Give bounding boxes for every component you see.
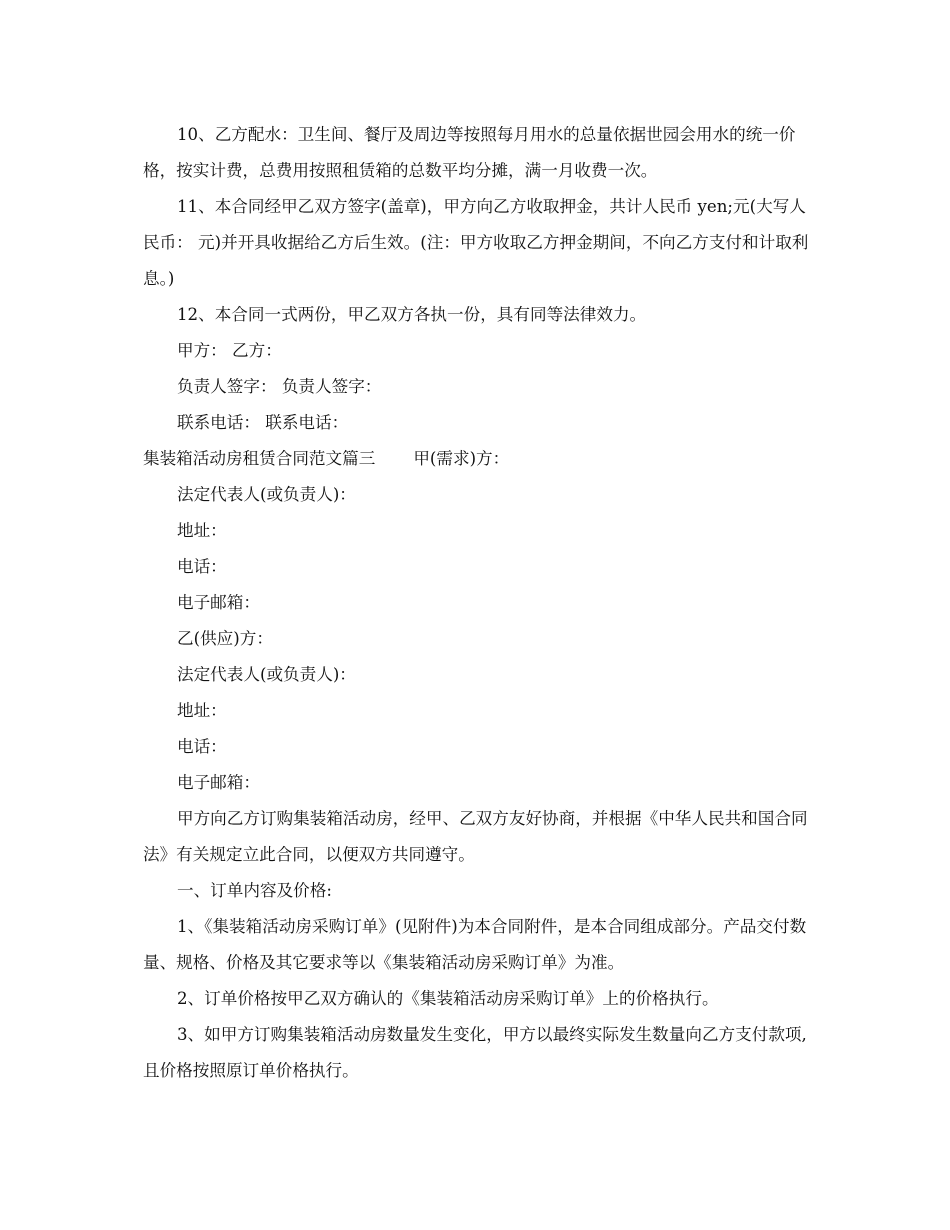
party-a-address: 地址： — [177, 521, 227, 540]
party-b-legal-rep: 法定代表人(或负责人)： — [177, 665, 356, 684]
paragraph-11-deposit: 11、本合同经甲乙双方签字(盖章)，甲方向乙方收取押金，共计人民币 yen;元(大写人民币： 元)并开具收据给乙方后生效。(注：甲方收取乙方押金期间，不向乙方支付和计取利息。) — [143, 197, 809, 288]
party-a-legal-rep: 法定代表人(或负责人)： — [177, 485, 356, 504]
section-one-heading: 一、订单内容及价格: — [177, 881, 332, 900]
preamble-paragraph: 甲方向乙方订购集装箱活动房，经甲、乙双方友好协商，并根据《中华人民共和国合同法》有关规定立此合同，以便双方共同遵守。 — [143, 809, 808, 864]
clause-1: 1、《集装箱活动房采购订单》(见附件)为本合同附件，是本合同组成部分。产品交付数量、规格、价格及其它要求等以《集装箱活动房采购订单》为准。 — [143, 917, 807, 972]
party-a-email: 电子邮箱： — [177, 593, 260, 612]
party-a-demand-label: 甲(需求)方： — [413, 449, 510, 468]
paragraph-12-copies: 12、本合同一式两份，甲乙双方各执一份，具有同等法律效力。 — [177, 305, 647, 324]
document-page — [143, 117, 811, 1089]
clause-3: 3、如甲方订购集装箱活动房数量发生变化，甲方以最终实际发生数量向乙方支付款项,且价格按照原订单价格执行。 — [143, 1025, 807, 1080]
party-names-line: 甲方： 乙方： — [177, 341, 282, 360]
section-title: 集装箱活动房租赁合同范文篇三 — [143, 449, 376, 468]
section-heading-row — [143, 441, 811, 477]
party-a-phone: 电话： — [177, 557, 227, 576]
party-b-address: 地址： — [177, 701, 227, 720]
contact-phone-line: 联系电话： 联系电话： — [177, 413, 349, 432]
signature-line: 负责人签字： 负责人签字： — [177, 377, 382, 396]
party-b-phone: 电话： — [177, 737, 227, 756]
party-b-email: 电子邮箱： — [177, 773, 260, 792]
paragraph-10-water-supply: 10、乙方配水：卫生间、餐厅及周边等按照每月用水的总量依据世园会用水的统一价格，按实计费，总费用按照租赁箱的总数平均分摊，满一月收费一次。 — [143, 125, 796, 180]
clause-2: 2、订单价格按甲乙双方确认的《集装箱活动房采购订单》上的价格执行。 — [177, 989, 719, 1008]
party-b-supply-label: 乙(供应)方： — [177, 629, 273, 648]
